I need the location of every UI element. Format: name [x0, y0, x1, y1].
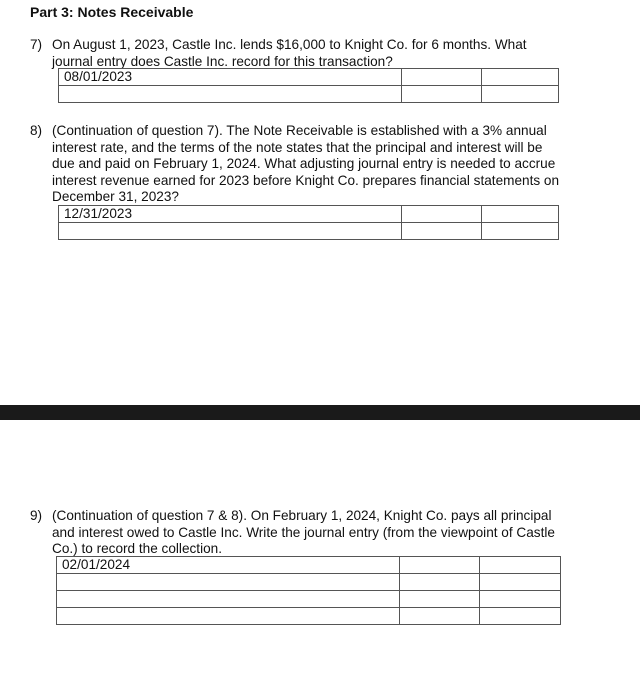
table-cell[interactable] — [400, 574, 480, 591]
table-cell[interactable] — [400, 608, 480, 625]
table-cell[interactable] — [402, 86, 482, 103]
table-row — [57, 591, 561, 608]
table-cell[interactable] — [400, 591, 480, 608]
table-cell[interactable] — [402, 69, 482, 86]
part-title: Part 3: Notes Receivable — [30, 4, 194, 20]
question-line: On August 1, 2023, Castle Inc. lends $16,000 to Knight Co. for 6 months. What — [52, 37, 527, 52]
table-cell[interactable] — [480, 608, 561, 625]
table-row — [59, 223, 559, 240]
table-cell[interactable] — [482, 69, 559, 86]
question-number: 7) — [30, 37, 43, 52]
question-line: interest revenue earned for 2023 before Knight Co. prepares financial statements on — [52, 172, 560, 188]
table-cell[interactable] — [59, 223, 402, 240]
table-row — [59, 206, 559, 223]
table-row — [59, 86, 559, 103]
question-number: 8) — [30, 123, 43, 138]
table-cell[interactable] — [480, 591, 561, 608]
table-cell[interactable] — [480, 574, 561, 591]
journal-entry-table-7 — [58, 68, 559, 103]
question-text — [52, 37, 527, 70]
question-text — [52, 123, 559, 206]
question-text — [52, 508, 555, 558]
table-cell[interactable]: 08/01/2023 — [59, 69, 402, 86]
table-cell[interactable] — [402, 223, 482, 240]
question-line: December 31, 2023? — [52, 189, 179, 204]
question-line: (Continuation of question 7 & 8). On February 1, 2024, Knight Co. pays all principal — [52, 508, 552, 523]
table-cell[interactable] — [482, 86, 559, 103]
question-line: (Continuation of question 7). The Note Receivable is established with a 3% annual — [52, 123, 547, 138]
question-line: Co.) to record the collection. — [52, 541, 223, 556]
table-cell[interactable] — [482, 223, 559, 240]
table-cell[interactable] — [482, 206, 559, 223]
question-number: 9) — [30, 508, 43, 523]
table-cell[interactable]: 12/31/2023 — [59, 206, 402, 223]
question-line: due and paid on February 1, 2024. What adjusting journal entry is needed to accrue — [52, 156, 556, 171]
page-divider — [0, 405, 640, 420]
journal-entry-table-9 — [56, 556, 561, 625]
table-cell[interactable]: 02/01/2024 — [57, 557, 400, 574]
table-row — [57, 574, 561, 591]
table-row — [57, 557, 561, 574]
question-line: journal entry does Castle Inc. record for this transaction? — [52, 53, 393, 69]
table-cell[interactable] — [402, 206, 482, 223]
question-line: and interest owed to Castle Inc. Write the journal entry (from the viewpoint of Castle — [52, 524, 555, 540]
table-cell[interactable] — [400, 557, 480, 574]
table-cell[interactable] — [57, 574, 400, 591]
journal-entry-table-8 — [58, 205, 559, 240]
table-cell[interactable] — [480, 557, 561, 574]
table-row — [59, 69, 559, 86]
table-cell[interactable] — [59, 86, 402, 103]
question-line: interest rate, and the terms of the note states that the principal and interest will be — [52, 139, 543, 155]
table-cell[interactable] — [57, 591, 400, 608]
table-row — [57, 608, 561, 625]
table-cell[interactable] — [57, 608, 400, 625]
